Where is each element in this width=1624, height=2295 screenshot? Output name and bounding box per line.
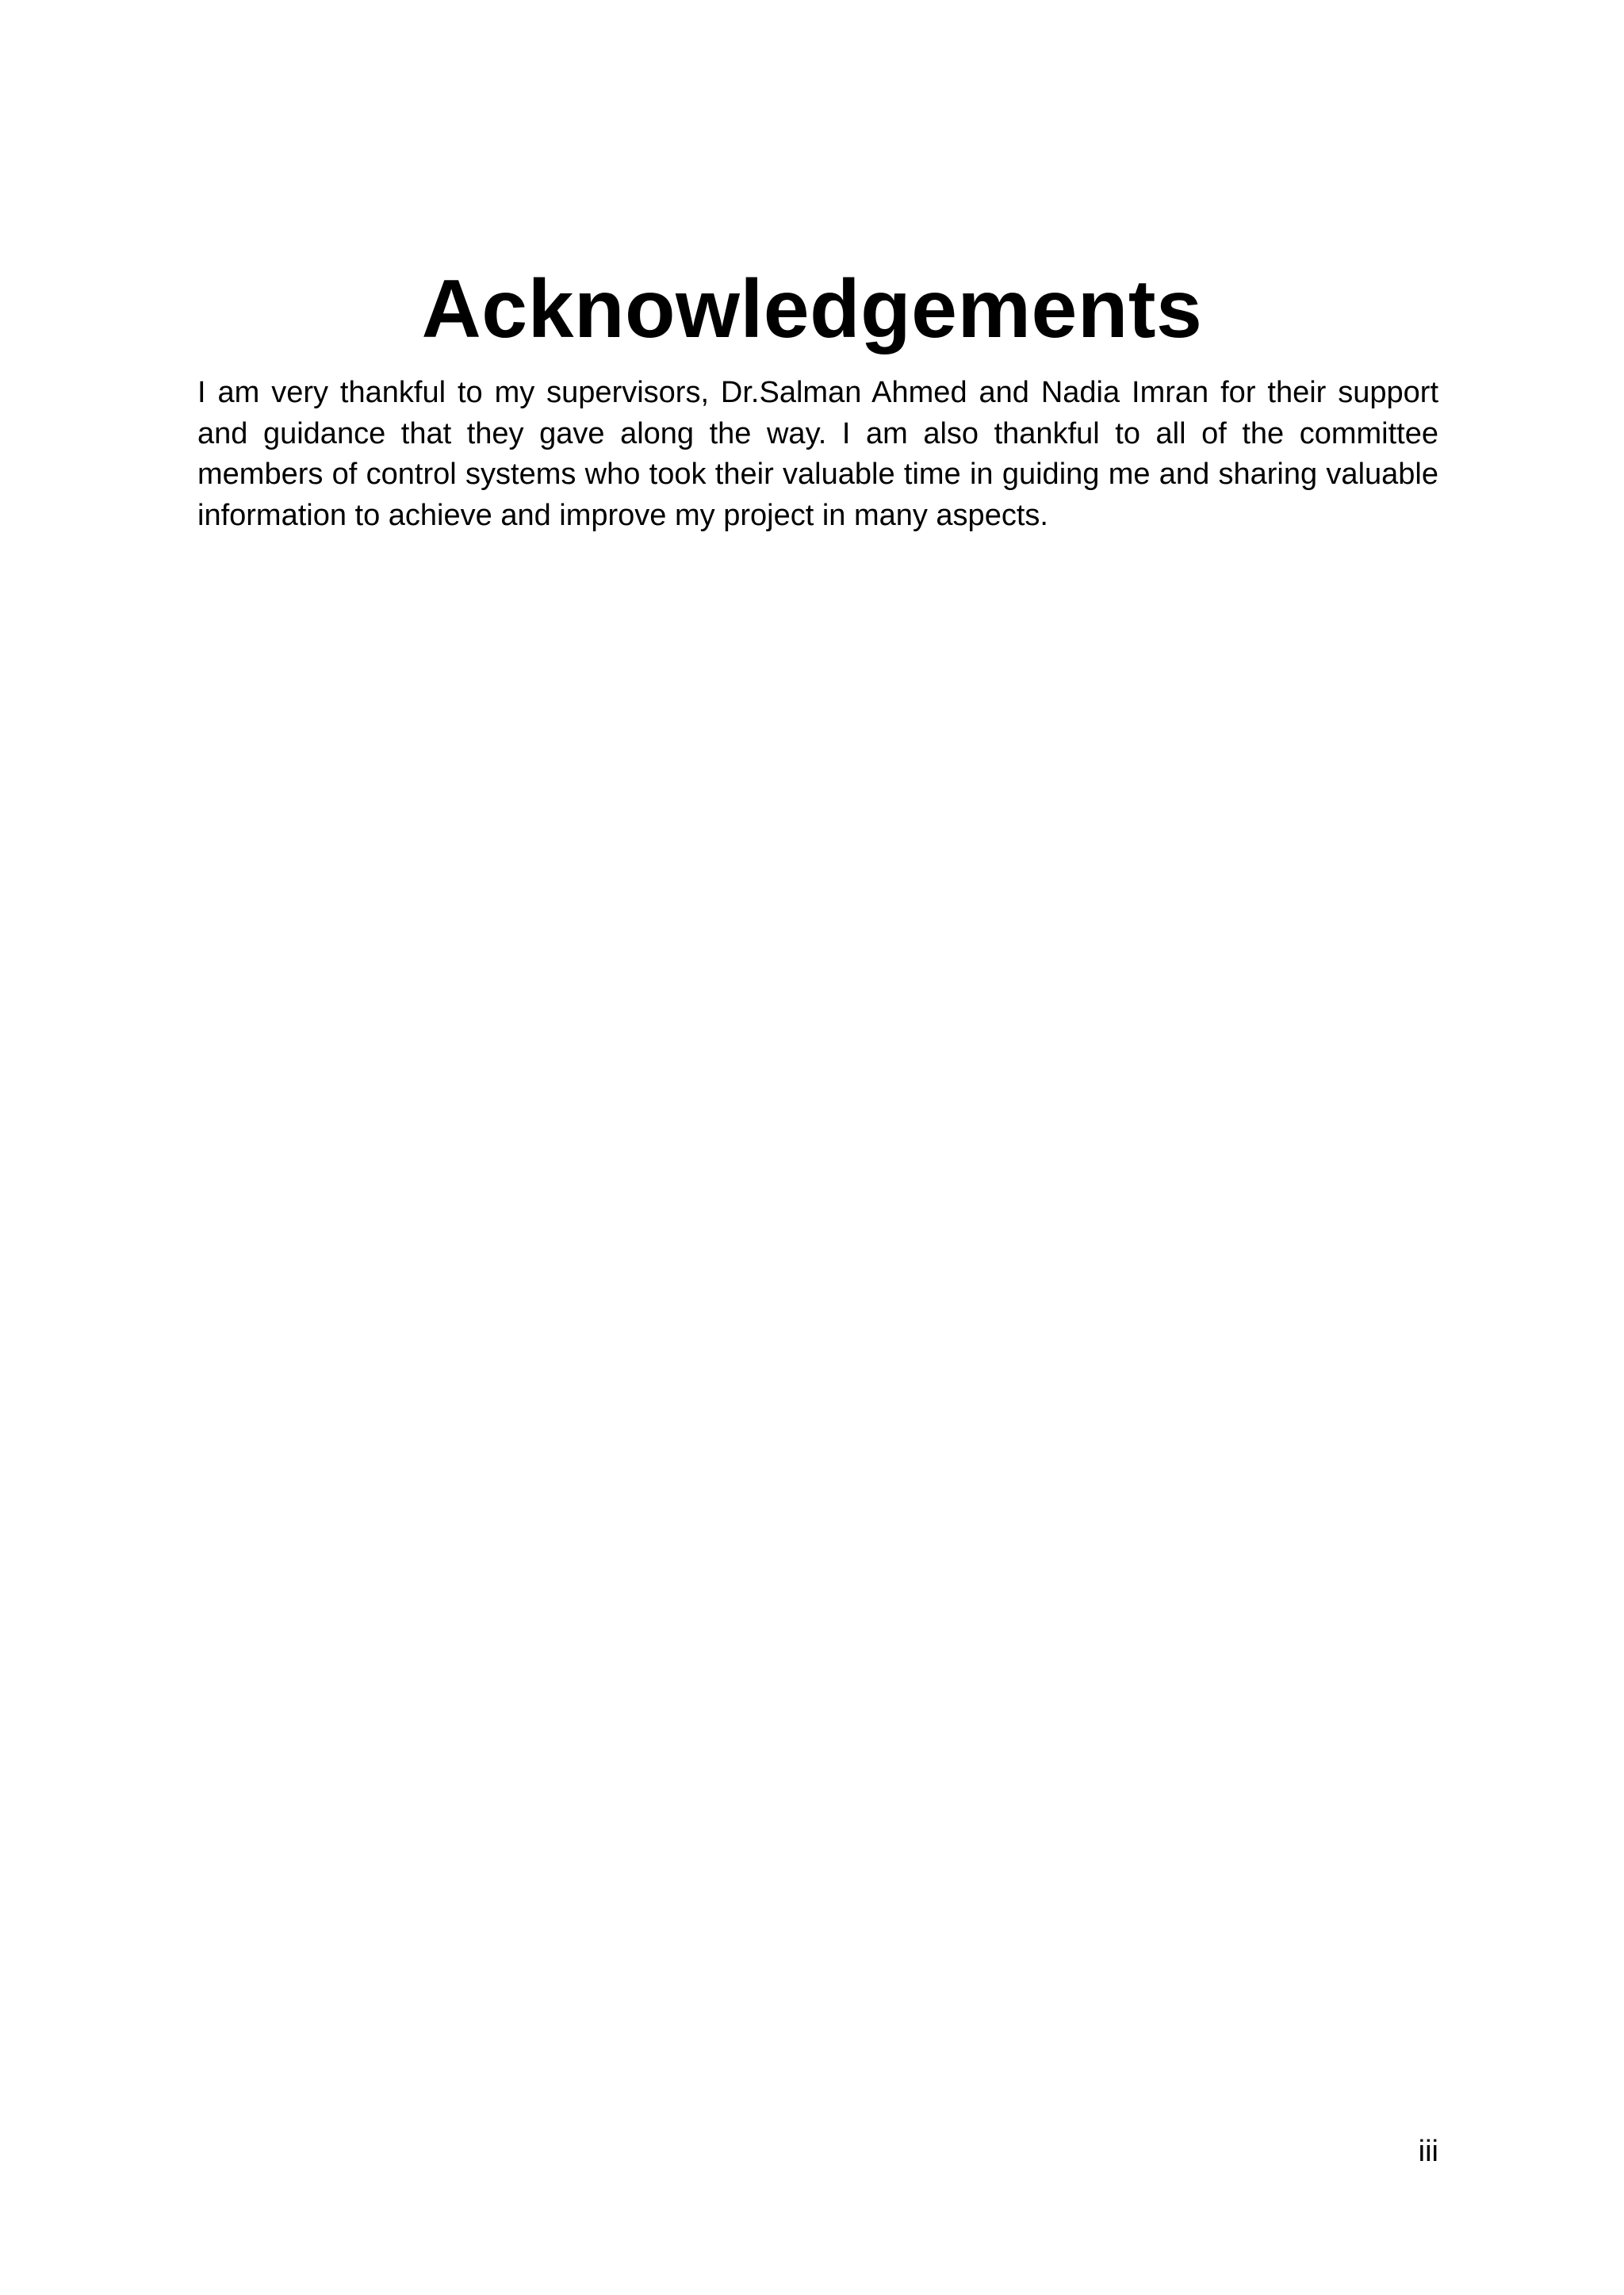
page-title: Acknowledgements bbox=[421, 262, 1203, 355]
acknowledgement-paragraph: I am very thankful to my supervisors, Dr.Salman Ahmed and Nadia Imran for their support and guidance that they gave along the way. I am also thankful to all of the committee members of control systems who took their valuable time in guiding me and sharing valuable information to achieve and improve my project in many aspects. bbox=[197, 376, 1438, 532]
page-number: iii bbox=[1418, 2135, 1438, 2168]
